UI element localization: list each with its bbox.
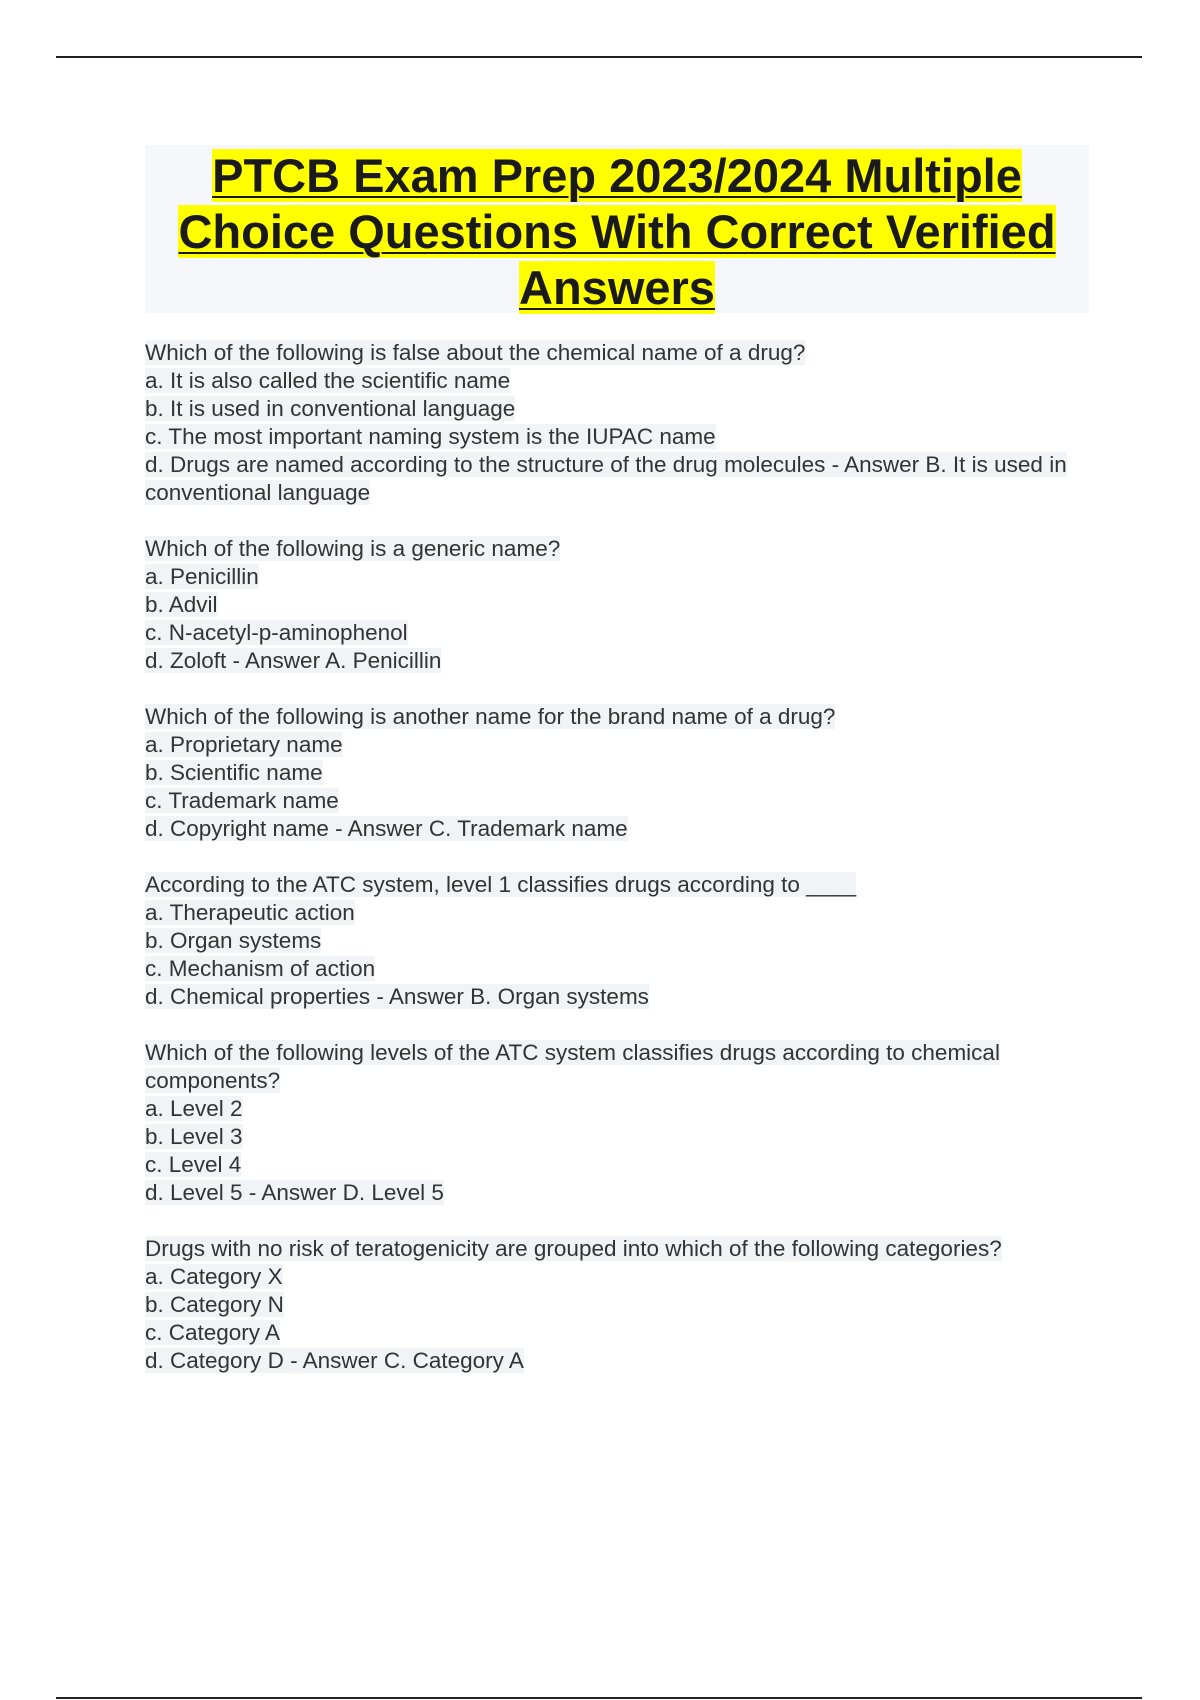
- question-5-option-c: c. Level 4: [145, 1152, 242, 1177]
- question-4-option-a: a. Therapeutic action: [145, 900, 355, 925]
- question-3-option-b: b. Scientific name: [145, 760, 323, 785]
- question-5-option-d-answer: d. Level 5 - Answer D. Level 5: [145, 1180, 444, 1205]
- question-6-option-d-answer: d. Category D - Answer C. Category A: [145, 1348, 524, 1373]
- question-1-option-a: a. It is also called the scientific name: [145, 368, 511, 393]
- question-6-prompt: Drugs with no risk of teratogenicity are grouped into which of the following categories?: [145, 1236, 1002, 1261]
- question-2-option-a: a. Penicillin: [145, 564, 259, 589]
- question-3-prompt: Which of the following is another name for the brand name of a drug?: [145, 704, 836, 729]
- question-3-option-a: a. Proprietary name: [145, 732, 343, 757]
- question-4: [145, 871, 1075, 1011]
- question-2: [145, 535, 1075, 675]
- question-4-prompt: According to the ATC system, level 1 classifies drugs according to ____: [145, 872, 857, 897]
- bottom-rule: [56, 1697, 1142, 1699]
- question-6-option-b: b. Category N: [145, 1292, 284, 1317]
- question-1-prompt: Which of the following is false about the chemical name of a drug?: [145, 340, 806, 365]
- question-2-option-c: c. N-acetyl-p-aminophenol: [145, 620, 408, 645]
- document-title-text: PTCB Exam Prep 2023/2024 Multiple Choice Questions With Correct Verified Answers: [178, 149, 1056, 314]
- question-2-option-b: b. Advil: [145, 592, 218, 617]
- title-block: [145, 145, 1089, 313]
- question-3-option-c: c. Trademark name: [145, 788, 339, 813]
- question-6-option-a: a. Category X: [145, 1264, 283, 1289]
- question-4-option-b: b. Organ systems: [145, 928, 322, 953]
- question-4-option-c: c. Mechanism of action: [145, 956, 376, 981]
- question-1-option-c: c. The most important naming system is the IUPAC name: [145, 424, 716, 449]
- question-5: [145, 1039, 1075, 1207]
- question-1: [145, 339, 1075, 507]
- question-3-option-d-answer: d. Copyright name - Answer C. Trademark name: [145, 816, 628, 841]
- question-6-option-c: c. Category A: [145, 1320, 281, 1345]
- question-5-prompt: Which of the following levels of the ATC system classifies drugs according to chemical components?: [145, 1040, 1000, 1093]
- question-5-option-b: b. Level 3: [145, 1124, 243, 1149]
- question-6: [145, 1235, 1075, 1375]
- question-2-option-d-answer: d. Zoloft - Answer A. Penicillin: [145, 648, 442, 673]
- question-1-option-b: b. It is used in conventional language: [145, 396, 516, 421]
- question-1-option-d-answer: d. Drugs are named according to the structure of the drug molecules - Answer B. It is used in conventional language: [145, 452, 1067, 505]
- document-title: [145, 145, 1089, 316]
- question-3: [145, 703, 1075, 843]
- question-5-option-a: a. Level 2: [145, 1096, 243, 1121]
- question-list: [145, 339, 1075, 1403]
- top-rule: [56, 56, 1142, 58]
- question-4-option-d-answer: d. Chemical properties - Answer B. Organ systems: [145, 984, 649, 1009]
- question-2-prompt: Which of the following is a generic name?: [145, 536, 561, 561]
